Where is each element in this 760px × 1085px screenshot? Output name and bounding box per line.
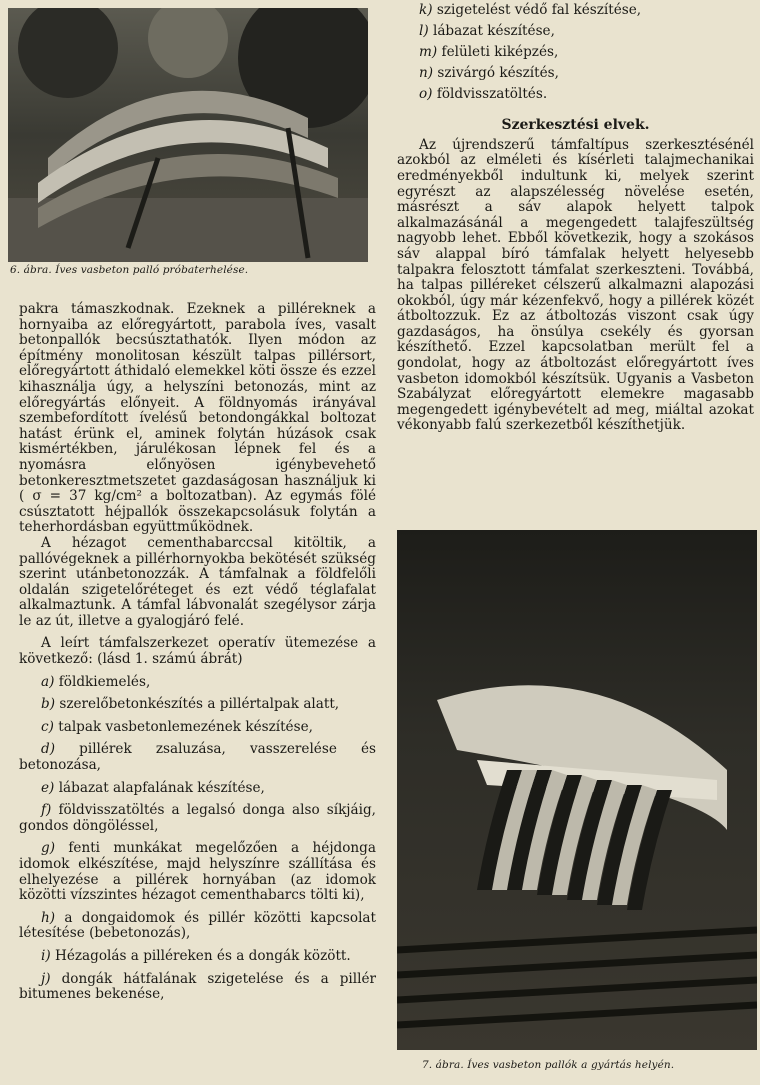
paragraph: A leírt támfalszerkezet operatív ütemezése a következő: (lásd 1. számú ábrát) (19, 635, 376, 668)
list-item: a) földkiemelés, (41, 673, 151, 690)
list-item: i) Hézagolás a pilléreken és a dongák között. (41, 947, 351, 964)
figure-6-photo (8, 8, 368, 262)
paragraph: pakra támaszkodnak. Ezeknek a pilléreknek a hornyaiba az előregyártott, parabola íves, vasalt betonpallók becsúsztathatók. Ilyen módon az építmény monolitosan készült talpas pillérsort, előregyártott áthidaló elemekkel köti össze és ezzel kihasználja úgy, a helyszíni betonozás, mint az előregyártás előnyeit. A földnyomás irányával szembefordított ívelésű betondongákkal boltozat hatást érünk el, aminek folytán húzások csak kismértékben, járulékosan lépnek fel és a nyomásra előnyösen igénybevehető betonkeresztmetszetet gazdaságosan használjuk ki ( σ = 37 kg/cm² a boltozatban). Az egymás fölé csúsztatott héjpallók összekapcsolásuk folytán a teherhordásban együttműködnek. (19, 301, 376, 536)
right-column (397, 3, 754, 434)
list-item: j) dongák hátfalának szigetelése és a pillér bitumenes bekenése, (19, 970, 376, 1003)
list-item: l) lábazat készítése, (419, 22, 555, 39)
figure-6-caption: 6. ábra. Íves vasbeton palló próbaterhelése. (10, 264, 249, 276)
list-item: o) földvisszatöltés. (419, 85, 548, 102)
list-item: f) földvisszatöltés a legalsó donga also síkjáig, gondos döngöléssel, (19, 802, 376, 834)
list-item: d) pillérek zsaluzása, vasszerelése és betonozása, (19, 741, 376, 774)
figure-7-photo (397, 530, 757, 1050)
list-item: m) felületi kiképzés, (419, 43, 559, 60)
list-item: h) a dongaidomok és pillér közötti kapcsolat létesítése (bebetonozás), (19, 909, 376, 942)
list-item: e) lábazat alapfalának készítése, (41, 779, 265, 796)
left-column (19, 302, 376, 1003)
list-item: g) fenti munkákat megelőzően a héjdonga idomok elkészítése, majd helyszínre szállítása és elhelyezése a pillérek hornyában (az idomok közötti vízszintes hézagot cementhabarcs tölti ki), (19, 840, 376, 904)
section-heading: Szerkesztési elvek. (501, 117, 650, 134)
list-item: b) szerelőbetonkészítés a pillértalpak alatt, (41, 696, 340, 713)
paragraph: A hézagot cementhabarccsal kitöltik, a pallóvégeknek a pillérhornyokba bekötését szükség szerint utánbetonozzák. A támfalnak a földfelőli oldalán szigetelőréteget és ezt védő téglafalat alkalmaztunk. A támfal lábvonalát szegélysor zárja le az út, illetve a gyalogjáró felé. (19, 534, 376, 629)
figure-7-caption: 7. ábra. Íves vasbeton pallók a gyártás helyén. (422, 1059, 675, 1071)
list-item: n) szivárgó készítés, (419, 64, 559, 81)
list-item: c) talpak vasbetonlemezének készítése, (41, 718, 313, 735)
paragraph: Az újrendszerű támfaltípus szerkesztésénél azokból az elméleti és kísérleti talajmechanikai eredményekből indultunk ki, melyek szerint egyrészt az alapszélesség növelése esetén, másrészt a sáv alapok helyett talpok alkalmazásánál a megengedett talajfeszültség nagyobb lehet. Ebből következik, hogy a szokásos sáv alappal bíró támfalak helyett helyesebb talpakra felosztott támfalat szerkeszteni. Továbbá, ha talpas pilléreket célszerű alkalmazni alapozási okokból, úgy már kézenfekvő, hogy a pillérek közét átboltozzuk. Ez az átboltozás viszont csak úgy gazdaságos, ha önsúlya csekély és gyorsan készíthető. Ezzel kapcsolatban merült fel a gondolat, hogy az átboltozást előregyártott íves vasbeton idomokból készítsük. Ugyanis a Vasbeton Szabályzat előregyártott elemekre magasabb megengedett igénybevételt ad meg, miáltal azokat vékonyabb falú szerkezetből készíthetjük. (397, 136, 754, 434)
list-item: k) szigetelést védő fal készítése, (419, 2, 642, 18)
